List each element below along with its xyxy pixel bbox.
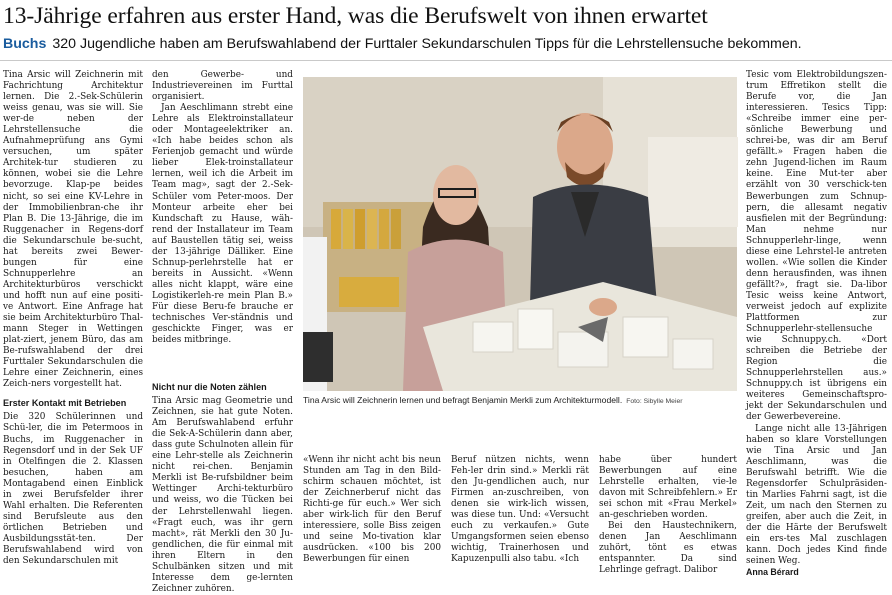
text-column-5 bbox=[599, 455, 737, 576]
article-headline: 13-Jährige erfahren aus erster Hand, was die Berufswelt von ihnen erwartet bbox=[3, 3, 708, 29]
author-byline: Anna Bérard bbox=[746, 567, 799, 578]
article-photo bbox=[303, 77, 737, 391]
text-column-2 bbox=[152, 70, 293, 380]
text-column-1 bbox=[3, 70, 143, 567]
lead-place: Buchs bbox=[3, 36, 47, 52]
photo-caption bbox=[303, 395, 737, 407]
photo-credit: Foto: Sibylle Meier bbox=[626, 398, 683, 405]
text-column-4 bbox=[451, 455, 589, 565]
paragraph: Beruf nützen nichts, wenn Feh-ler drin sind.» Merkli rät den Ju-gendlichen auch, nur Firmen an-zuschreiben, von denen sie wirk-lich wissen, was diese tun. Und: «Versucht euch zu verkaufen.» Gute Umgangsformen seien ebenso wichtig, Trainerhosen und Kapuzenpulli also tabu. «Ich bbox=[451, 455, 589, 565]
photo-illustration bbox=[303, 77, 737, 391]
paragraph: Tesic vom Elektrobildungszen-trum Effretikon stellt die Berufe vor, die Jan interessieren. Tesics Tipp: «Schreibe immer eine per-sönliche Bewerbung und schrei-be, was dir am Beruf gefällt.» Fragen haben die zehn Jugend-lichen im Raum keine. Eine Mut-ter aber erzählt von 30 verschick-ten Bewerbungen zum Schnup-pern, die allesamt negativ ausfielen mit der Begründung: Man nehme nur Schnupperlehr-linge, wenn diese eine Lehrstel-le antreten wollen. «Wie sollen die Kinder denn herausfinden, was ihnen gefällt?», fragt sie. Da-libor Tesic weiss keine Antwort, verweist jedoch auf explizite Plattformen zur Schnupperlehr-stellensuche wie Schnuppy.ch. «Dort schreiben die Betriebe der Region die Schnupperlehrstellen aus.» Schnuppy.ch ist übrigens ein weiteres Gemeinschaftspro-jekt der Sekundarschulen und der Gewerbevereine. bbox=[746, 70, 887, 423]
paragraph: Die 320 Schülerinnen und Schü-ler, die im Petermoos in Buchs, im Ruggenacher in Regensdorf und in der Sek UF in Otelfingen die 2. Klassen besuchen, haben am Montagabend einen Einblick in zwei Berufsfelder ihrer Wahl erhalten. Die Referenten sind Berufsleute aus den örtlichen Betrieben und Ausbildungsstät-ten. Der Berufswahlabend wird von den Sekundarschulen mit bbox=[3, 412, 143, 567]
paragraph: den Gewerbe- und Industrievereinen im Furttal organisiert. bbox=[152, 70, 293, 103]
text-column-6 bbox=[746, 70, 887, 578]
lead-text: 320 Jugendliche haben am Berufswahlabend der Furttaler Sekundarschulen Tipps für die Lehrstellensuche bekommen. bbox=[52, 36, 802, 52]
paragraph: Lange nicht alle 13-Jährigen haben so klare Vorstellungen wie Tina Arsic und Jan Aeschlimann, was die Berufswahl betrifft. Wie die Regensdorfer Schulpräsiden-tin Marlies Fahrni sagt, ist die Zeit, um nach den Sternen zu greifen, aber auch die Zeit, in der die Härte der Berufswelt ein ers-tes Mal zuschlagen kann. Doch jedes Kind finde seinen Weg. bbox=[746, 423, 887, 567]
subheading-not-only-grades: Nicht nur die Noten zählen bbox=[152, 382, 267, 392]
paragraph: «Wenn ihr nicht acht bis neun Stunden am Tag in den Bild-schirm schauen möchtet, ist der Zeichnerberuf nicht das Richti-ge für euch.» Wer sich aber wirk-lich für den Beruf interessiere, solle Biss zeigen und seine Mo-tivation klar ausdrücken. «100 bis 200 Bewerbungen für einen bbox=[303, 455, 441, 565]
paragraph: Bei den Haustechnikern, denen Jan Aeschlimann zuhört, tönt es etwas entspannter. Da sind Lehrlinge gefragt. Dalibor bbox=[599, 521, 737, 576]
article-lead bbox=[3, 34, 889, 54]
paragraph: habe über hundert Bewerbungen auf eine Lehrstelle erhalten, vie-le davon mit Schreibfehlern.» Er sei schon mit «Frau Merkel» an-geschrieben worden. bbox=[599, 455, 737, 521]
paragraph: Jan Aeschlimann strebt eine Lehre als Elektroinstallateur oder Montageelektriker an. «Ich habe beides schon als Ferienjob gemacht und würde lieber Elek-troinstallateur lernen, weil ich die Arbeit im Team mag», sagt der 2.-Sek-Schüler vom Peter-moos. Der Monteur arbeite eher bei Kundschaft zu Hause, wäh-rend der Installateur im Team auf Baustellen tätig sei, weiss der 13-jährige Dälliker. Eine Schnup-perlehrstelle hat er bereits in Aussicht. «Wenn alles nicht klappt, wäre eine Logistikerleh-re mein Plan B.» Für diese Beru-fe brauche er technisches Ver-ständnis und geschickte Finger, was er beides mitbringe. bbox=[152, 103, 293, 346]
caption-text: Tina Arsic will Zeichnerin lernen und befragt Benjamin Merkli zum Architekturmodell. bbox=[303, 395, 623, 405]
text-column-2-lower bbox=[152, 380, 293, 594]
paragraph: Tina Arsic will Zeichnerin mit Fachrichtung Architektur lernen. Die 2.-Sek-Schülerin weiss genau, was sie will. Sie wer-de neben der Lehrstellensuche die Aufnahmeprüfung ans Gymi versuchen, um später Architek-tur studieren zu können, wobei sie die Lehre bevorzuge. Klap-pe beides nicht, so sei eine KV-Lehre in der Immobilienbran-che ihr Plan B. Die 13-Jährige, die im Ruggenacher in Regens-dorf die Sekundarschule be-sucht, hat bereits zwei Bewer-bungen für eine Schnupperlehre an Architekturbüros verschickt und hofft nun auf eine positi-ve Antwort. Eine Anfrage hat sie beim Architekturbüro Thal-mann Steger in Wettingen plat-ziert, jenem Büro, das am Be-rufswahlabend der drei Furttaler Sekundarschulen die Lehre einer Zeichnerin, eines Zeich-ners vorgestellt hat. bbox=[3, 70, 143, 390]
subheading-first-contact: Erster Kontakt mit Betrieben bbox=[3, 398, 127, 409]
header-divider bbox=[0, 60, 892, 61]
paragraph: Tina Arsic mag Geometrie und Zeichnen, sie hat gute Noten. Am Berufswahlabend erfuhr die Sek-A-Schülerin dann aber, dass gute Schulnoten allein für eine Lehr-stelle als Zeichnerin nicht rei-chen. Benjamin Merkli ist Be-rufsbildner beim Wettinger Archi-tekturbüro und weiss, wo die Tücken bei der Lehrstellenwahl liegen. «Fragt euch, was ihr gern macht», rät Merkli den 30 Ju-gendlichen, die für einmal mit ihren Eltern in den Schulbänken sitzen und mit Interesse dem ge-lernten Zeichner zuhören. bbox=[152, 396, 293, 594]
text-column-3 bbox=[303, 455, 441, 565]
